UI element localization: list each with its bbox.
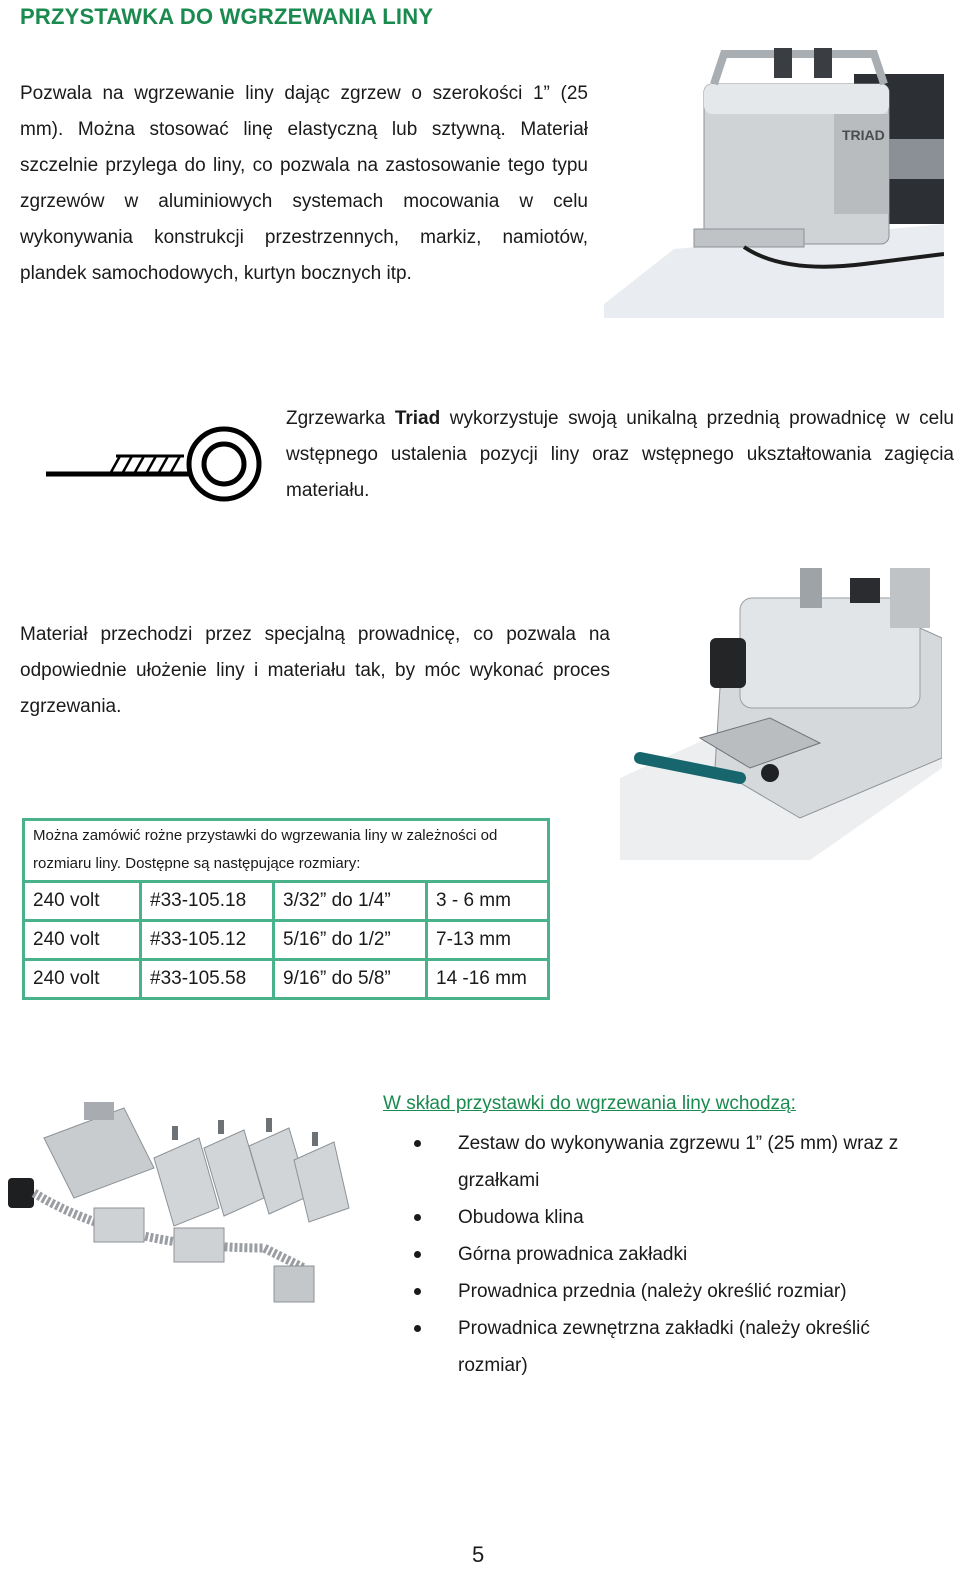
triad-text-start: Zgrzewarka [286, 408, 395, 429]
table-cell-mm-range: 14 -16 mm [436, 968, 527, 989]
table-cell-voltage: 240 volt [25, 960, 141, 998]
table-row [25, 883, 547, 921]
table-cell-voltage: 240 volt [25, 883, 141, 921]
triad-brand-name: Triad [394, 408, 441, 429]
table-row [25, 960, 547, 998]
page-number: 5 [472, 1542, 485, 1567]
bullet-icon [414, 1251, 421, 1258]
table-cell-mm-range: 3 - 6 mm [427, 883, 548, 921]
material-paragraph: Materiał przechodzi przez specjalną prowadnicę, co pozwala na odpowiednie ułożenie liny i materiału tak, by móc wykonać proces zgrzewania. [20, 624, 610, 717]
table-cell-mm-range: 7-13 mm [427, 921, 548, 960]
table-cell-part-number: #33-105.58 [141, 960, 274, 998]
bullet-icon [414, 1214, 421, 1221]
bullet-icon [414, 1140, 421, 1147]
list-item: Prowadnica przednia (należy określić rozmiar) [414, 1273, 934, 1310]
triad-description [286, 401, 954, 509]
guide-closeup-photo [620, 568, 942, 860]
page-title: PRZYSTAWKA DO WGRZEWANIA LINY [20, 4, 434, 29]
sizes-table-box [22, 818, 550, 1000]
components-list [414, 1125, 934, 1384]
intro-paragraph: Pozwala na wgrzewanie liny dając zgrzew o szerokości 1” (25 mm). Można stosować linę elastyczną lub sztywną. Materiał szczelnie przylega do liny, co pozwala na zastosowanie tego typu zgrzewów w aluminiowych systemach mocowania w celu wykonywania konstrukcji przestrzennych, markiz, namiotów, plandek samochodowych, kurtyn bocznych itp. [20, 83, 588, 284]
bullet-icon [414, 1288, 421, 1295]
attachment-parts-photo [4, 1098, 360, 1308]
table-row [25, 921, 547, 960]
sizes-table [25, 883, 547, 997]
list-item: Obudowa klina [414, 1199, 934, 1236]
table-cell-inch-range: 3/32” do 1/4” [274, 883, 427, 921]
triad-text-end: wykorzystuje swoją unikalną przednią prowadnicę w celu wstępnego ustalenia pozycji liny oraz wstępnego ukształtowania zagięcia materiału. [286, 408, 954, 501]
table-cell-part-number: #33-105.12 [141, 921, 274, 960]
table-cell-inch-range: 9/16” do 5/8” [274, 960, 427, 998]
list-item: Zestaw do wykonywania zgrzewu 1” (25 mm) wraz z grzałkami [414, 1125, 934, 1199]
sizes-note: Można zamówić rożne przystawki do wgrzewania liny w zależności od rozmiaru liny. Dostępne są następujące rozmiary: [25, 821, 547, 883]
triad-machine-photo [604, 44, 944, 318]
bullet-icon [414, 1325, 421, 1332]
list-item: Górna prowadnica zakładki [414, 1236, 934, 1273]
list-item: Prowadnica zewnętrzna zakładki (należy określić rozmiar) [414, 1310, 934, 1384]
machine-brand-label: TRIAD [842, 127, 885, 143]
table-cell-voltage: 240 volt [25, 921, 141, 960]
table-cell-inch-range: 5/16” do 1/2” [274, 921, 427, 960]
table-cell-part-number: #33-105.18 [141, 883, 274, 921]
rope-guide-diagram [44, 418, 264, 508]
components-heading: W skład przystawki do wgrzewania liny wchodzą: [383, 1093, 796, 1114]
